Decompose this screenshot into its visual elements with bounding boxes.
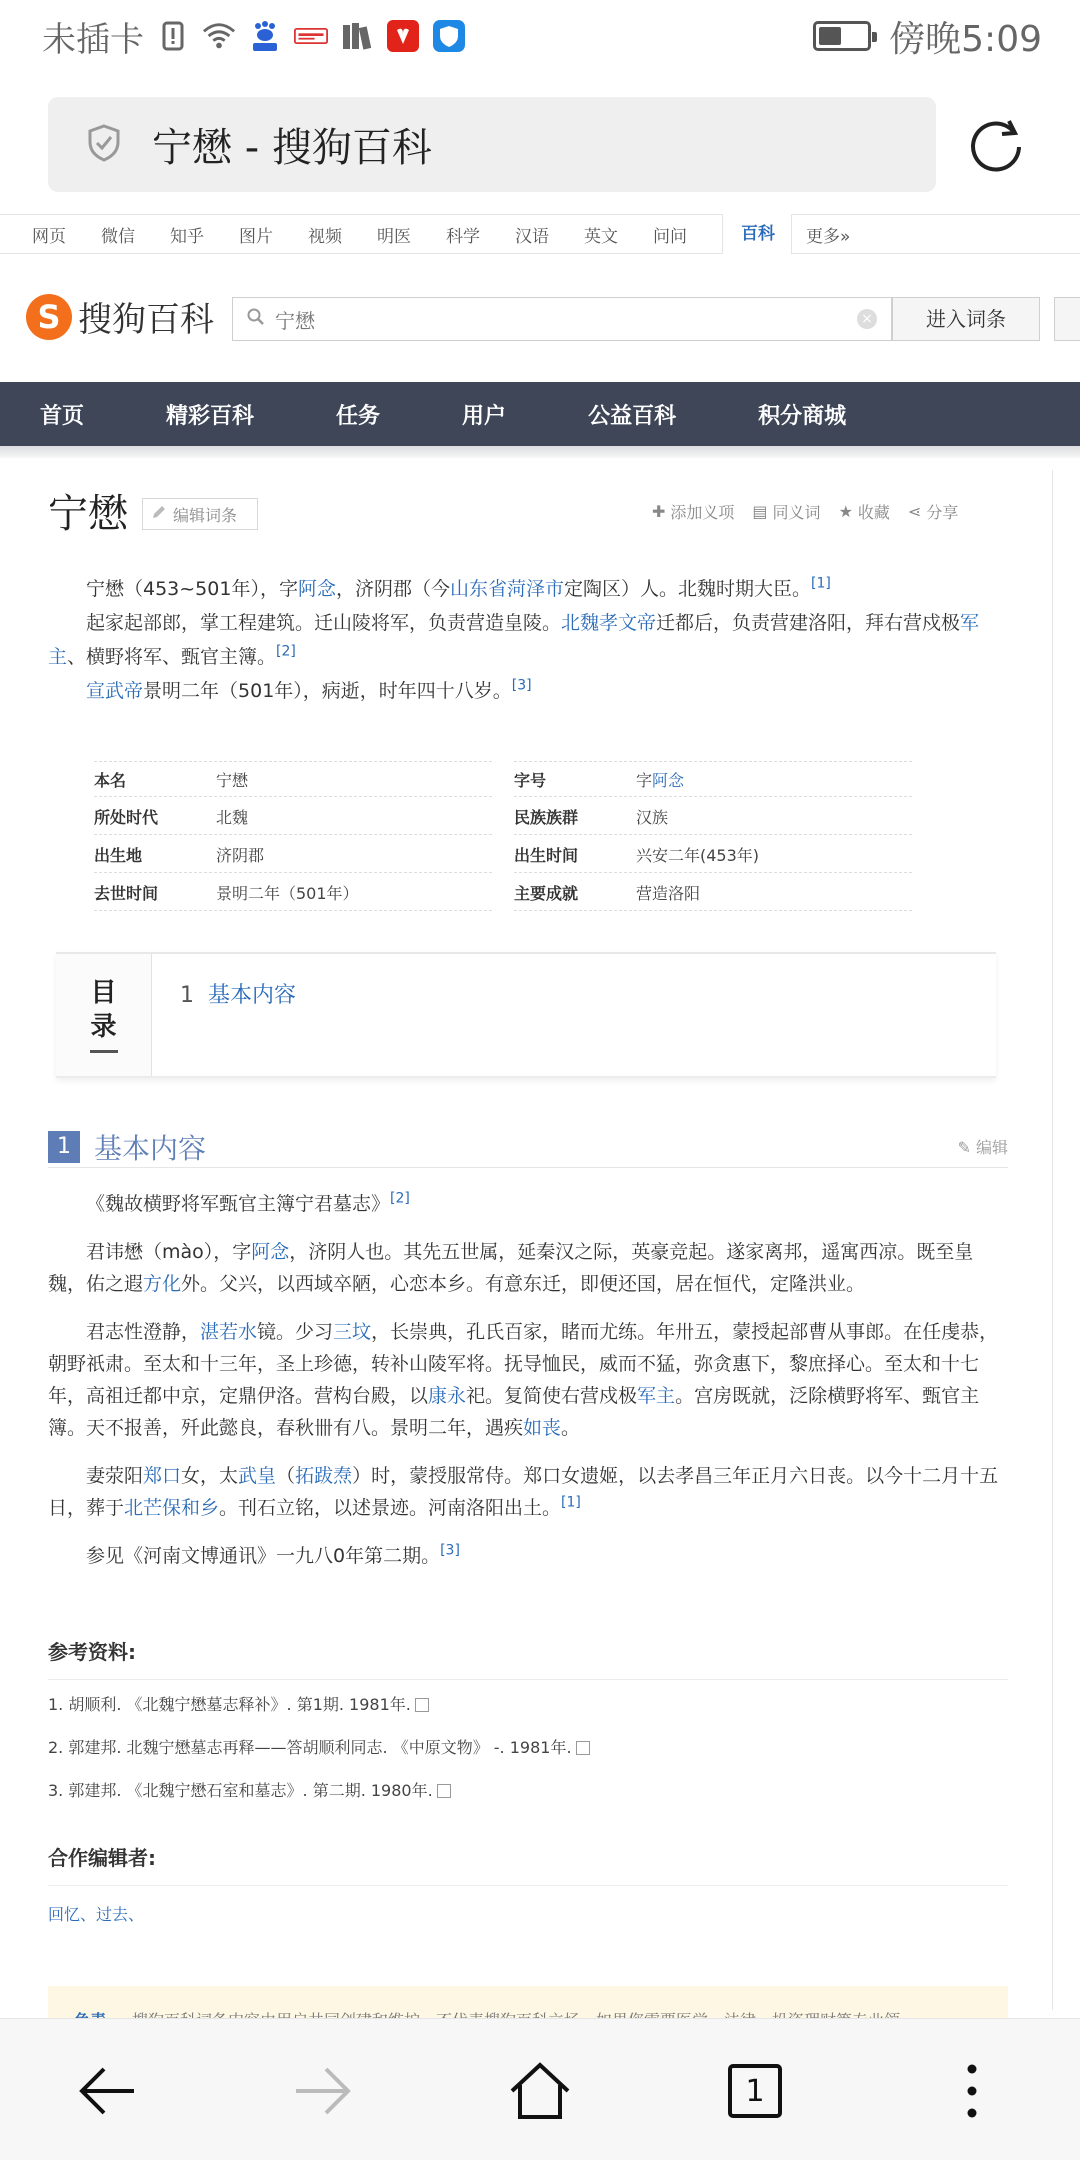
link-zhanruoshui[interactable]: 湛若水 <box>200 1321 258 1343</box>
section-title: 基本内容 <box>94 1131 207 1165</box>
category-tab[interactable]: 图片 <box>239 226 273 247</box>
favorite-label: 收藏 <box>857 503 890 522</box>
shield-app-icon <box>432 19 466 53</box>
info-key: 出生时间 <box>514 846 579 865</box>
wifi-icon <box>202 19 236 53</box>
reference-item: 3. 郭建邦. 《北魏宁懋石室和墓志》. 第二期. 1980年. <box>48 1778 1008 1821</box>
intro-summary <box>48 572 1008 708</box>
nav-item[interactable]: 首页 <box>40 403 85 429</box>
body-paragraph: 妻荥阳郑口女，太武皇（拓跋焘）时，蒙授服常侍。郑口女遗姬，以去孝昌三年正月六日丧。以今十二月十五日，葬于北芒保和乡。刊石立铭，以述景迹。河南洛阳出土。[1] <box>48 1465 999 1519</box>
search-icon <box>247 307 265 331</box>
section-heading <box>48 1126 1008 1168</box>
category-tab[interactable]: 英文 <box>584 226 618 247</box>
nav-item[interactable]: 用户 <box>462 403 507 429</box>
baidu-icon <box>248 19 282 53</box>
search-value: 宁懋 <box>275 308 315 333</box>
intro-paragraph: 宣武帝景明二年（501年），病逝，时年四十八岁。[3] <box>86 677 532 702</box>
link-heze[interactable]: 山东省菏泽市 <box>449 578 564 600</box>
logo-text: 搜狗百科 <box>78 300 214 340</box>
link-anian[interactable]: 阿念 <box>297 578 336 600</box>
more-menu-icon[interactable] <box>934 2053 1010 2129</box>
main-nav <box>0 382 1080 446</box>
co-editors-links[interactable]: 回忆、过去、 <box>48 1905 145 1924</box>
category-tab[interactable]: 科学 <box>446 226 480 247</box>
info-key: 字号 <box>514 770 547 790</box>
ref-2[interactable]: [2] <box>390 1190 410 1207</box>
toc-link[interactable]: 基本内容 <box>208 983 297 1008</box>
link-zhengkou[interactable]: 郑口 <box>143 1465 182 1487</box>
info-key: 出生地 <box>94 846 143 865</box>
link-xiaowendi[interactable]: 北魏孝文帝 <box>561 612 657 634</box>
link-junzhu[interactable]: 军主 <box>48 612 980 668</box>
link-anian-info[interactable]: 阿念 <box>652 770 685 790</box>
link-tuobatao[interactable]: 拓跋焘 <box>295 1465 353 1487</box>
clear-icon[interactable]: × <box>857 309 877 329</box>
battery-icon <box>813 21 871 51</box>
search-category-tabs <box>0 214 1080 254</box>
section-edit-button[interactable]: ✎ 编辑 <box>957 1138 1008 1157</box>
category-tab[interactable]: 视频 <box>308 226 342 247</box>
info-value: 字阿念 <box>636 770 685 790</box>
sogou-baike-logo[interactable] <box>26 292 214 341</box>
category-tab[interactable]: 问问 <box>653 226 687 247</box>
ref-3[interactable]: [3] <box>440 1542 460 1559</box>
references-heading: 参考资料: <box>48 1636 1008 1680</box>
info-value: 营造洛阳 <box>636 884 701 903</box>
link-xuanwudi[interactable]: 宣武帝 <box>86 680 144 702</box>
security-shield-icon <box>86 123 122 167</box>
nav-item[interactable]: 积分商城 <box>758 403 847 429</box>
infobox-row <box>94 836 934 874</box>
infobox <box>94 760 934 912</box>
nav-item[interactable]: 公益百科 <box>588 403 677 429</box>
section-body <box>48 1188 1008 1588</box>
references-list <box>48 1692 1008 1821</box>
plus-icon: ✚ <box>652 502 666 521</box>
carrier-label: 未插卡 <box>42 19 144 60</box>
edit-entry-label: 编辑词条 <box>173 505 238 525</box>
link-kangyong[interactable]: 康永 <box>428 1385 467 1407</box>
info-value: 宁懋 <box>216 770 249 790</box>
books-icon <box>340 19 374 53</box>
synonym-button[interactable] <box>752 500 820 523</box>
back-icon[interactable] <box>70 2053 146 2129</box>
search-input[interactable] <box>232 297 892 341</box>
link-beimang[interactable]: 北芒保和乡 <box>124 1497 220 1519</box>
favorite-button[interactable] <box>839 500 890 523</box>
category-tab[interactable]: 网页 <box>32 226 66 247</box>
body-paragraph: 君讳懋（mào），字阿念，济阴人也。其先五世属，延秦汉之际，英豪竞起。遂家离邦，遥寓西凉。既至皇魏，佑之遐方化外。父兴，以西域卒陋，心恋本乡。有意东迁，即便还国，居在恒代，定隆洪业。 <box>48 1241 974 1295</box>
link-anian-body[interactable]: 阿念 <box>251 1241 290 1263</box>
info-value: 北魏 <box>216 808 249 827</box>
body-paragraph: 《魏故横野将军甄官主簿宁君墓志》[2] <box>86 1190 410 1215</box>
document-icon: ▤ <box>752 502 768 521</box>
category-tab[interactable]: 微信 <box>101 226 135 247</box>
clock: 傍晚5:09 <box>889 18 1042 60</box>
star-icon: ★ <box>838 502 853 521</box>
table-of-contents <box>56 952 996 1078</box>
enter-entry-button[interactable]: 进入词条 <box>892 297 1040 341</box>
info-value: 兴安二年(453年) <box>636 846 760 865</box>
infobox-row <box>94 760 934 798</box>
category-tab[interactable]: 百科 <box>722 214 792 254</box>
logo-mark: S <box>26 294 72 340</box>
page-title: 宁懋 - 搜狗百科 <box>152 125 432 171</box>
news-app-icon <box>294 19 328 53</box>
infobox-row <box>94 798 934 836</box>
category-tab[interactable]: 知乎 <box>170 226 204 247</box>
pencil-icon <box>151 504 167 524</box>
category-tab[interactable]: 明医 <box>377 226 411 247</box>
share-icon: ⋖ <box>907 502 922 521</box>
info-key: 所处时代 <box>94 808 159 827</box>
external-link-icon[interactable] <box>576 1741 590 1755</box>
info-value: 济阴郡 <box>216 846 265 865</box>
home-icon[interactable] <box>502 2053 578 2129</box>
info-key: 主要成就 <box>514 884 579 903</box>
category-tab[interactable]: 汉语 <box>515 226 549 247</box>
reload-icon[interactable] <box>965 113 1027 175</box>
toc-item[interactable]: 1 基本内容 <box>180 983 297 1008</box>
link-rusang[interactable]: 如丧 <box>523 1417 562 1439</box>
tabs-button[interactable] <box>717 2053 793 2129</box>
section-number: 1 <box>48 1131 80 1163</box>
edit-entry-button[interactable] <box>142 498 258 530</box>
link-sanfen[interactable]: 三坟 <box>333 1321 372 1343</box>
body-paragraph: 参见《河南文博通讯》一九八0年第二期。[3] <box>86 1542 460 1567</box>
status-bar <box>0 0 1080 72</box>
ref-3[interactable]: [3] <box>511 677 532 694</box>
intro-paragraph: 宁懋（453~501年），字阿念，济阴郡（今山东省菏泽市定陶区）人。北魏时期大臣。[1] <box>86 575 831 600</box>
ref-2[interactable]: [2] <box>276 643 296 660</box>
address-bar[interactable] <box>48 97 936 192</box>
sim-alert-icon <box>156 19 190 53</box>
entry-title: 宁懋 <box>48 491 128 537</box>
link-junzhu-body[interactable]: 军主 <box>637 1385 676 1407</box>
nav-divider <box>0 446 1080 458</box>
info-value: 汉族 <box>636 808 669 827</box>
entry-actions <box>652 500 958 523</box>
category-tab[interactable]: 更多» <box>806 226 851 247</box>
battery-level <box>819 27 841 45</box>
info-key: 民族族群 <box>514 808 579 827</box>
body-paragraph: 君志性澄静，湛若水镜。少习三坟，长崇典，孔氏百家，睹而尤练。年卅五，蒙授起部曹从事郎。在任虔恭，朝野祇肃。至太和十三年，圣上珍德，转补山陵军将。抚导恤民，威而不猛，弥贪惠下，黎庶择心。至太和十七年，高祖迁都中京，定鼎伊洛。营构台殿，以康永祀。复简使右营戍极军主。宫房既就，泛除横野将军、甄官主簿。天不报善，歼此懿良，春秋卌有八。景明二年，遇疾如丧。 <box>48 1321 999 1439</box>
nav-item[interactable]: 任务 <box>336 403 381 429</box>
reference-item: 2. 郭建邦. 北魏宁懋墓志再释——答胡顺利同志. 《中原文物》 -. 1981年. <box>48 1735 1008 1778</box>
reference-item: 1. 胡顺利. 《北魏宁懋墓志释补》. 第1期. 1981年. <box>48 1692 1008 1735</box>
nav-item[interactable]: 精彩百科 <box>166 403 255 429</box>
info-value: 景明二年（501年） <box>216 884 359 903</box>
forward-icon[interactable] <box>284 2053 360 2129</box>
info-key: 去世时间 <box>94 884 159 903</box>
link-wuhuang[interactable]: 武皇 <box>238 1465 277 1487</box>
intro-paragraph: 起家起部郎，掌工程建筑。迁山陵将军，负责营造皇陵。北魏孝文帝迁都后，负责营建洛阳，拜右营戍极军主、横野将军、甄官主簿。[2] <box>48 612 980 668</box>
offscreen-button[interactable] <box>1054 297 1080 341</box>
right-sidebar-edge <box>1052 470 1080 2010</box>
synonym-label: 同义词 <box>772 503 821 522</box>
share-label: 分享 <box>926 503 959 522</box>
add-sense-button[interactable] <box>652 500 734 523</box>
link-fanghua[interactable]: 方化 <box>143 1273 182 1295</box>
pencil-icon: ✎ <box>957 1138 971 1157</box>
share-button[interactable] <box>908 500 958 523</box>
huawei-icon <box>386 19 420 53</box>
infobox-row <box>94 874 934 912</box>
info-key: 本名 <box>94 770 127 790</box>
tab-count: 1 <box>745 2073 765 2109</box>
ref-1[interactable]: [1] <box>811 575 831 592</box>
external-link-icon[interactable] <box>415 1698 429 1712</box>
external-link-icon[interactable] <box>437 1784 451 1798</box>
co-editors-heading: 合作编辑者: <box>48 1842 1008 1886</box>
browser-bottom-bar <box>0 2018 1080 2160</box>
add-sense-label: 添加义项 <box>670 503 735 522</box>
toc-label: 目 录 <box>56 954 152 1076</box>
ref-1[interactable]: [1] <box>561 1494 581 1511</box>
